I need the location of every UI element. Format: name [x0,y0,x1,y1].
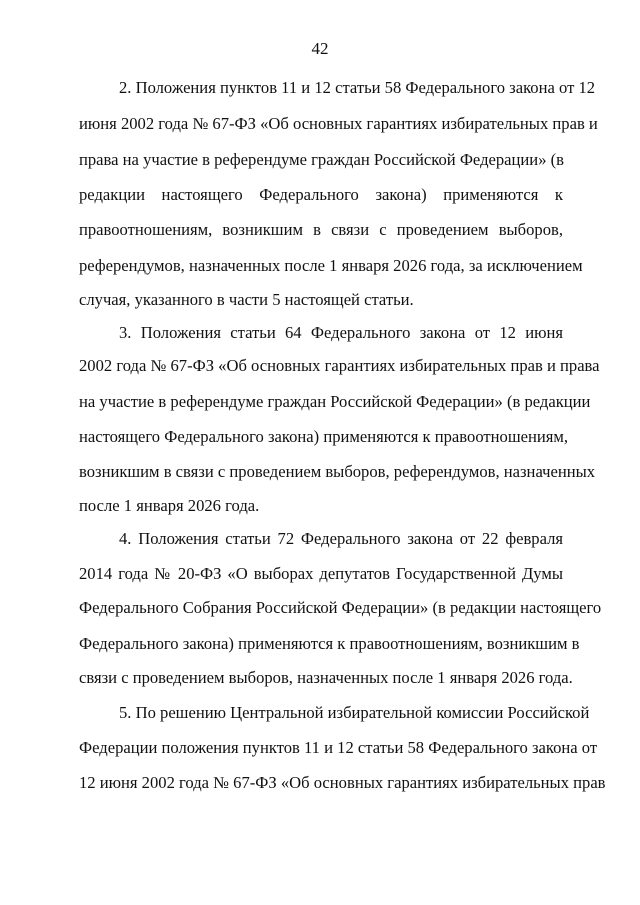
text-line: Федерального закона) применяются к правоотношениям, возникшим в [79,634,580,653]
text-line: редакции настоящего Федерального закона) применяются к [79,185,563,204]
text-line: 2002 года № 67-ФЗ «Об основных гарантиях избирательных прав и права [79,356,600,375]
text-line: случая, указанного в части 5 настоящей статьи. [79,290,414,309]
text-line: права на участие в референдуме граждан Российской Федерации» (в [79,150,564,169]
text-line: 2. Положения пунктов 11 и 12 статьи 58 Федерального закона от 12 [119,78,596,97]
text-line: 5. По решению Центральной избирательной комиссии Российской [119,703,590,722]
text-line: 2014 года № 20-ФЗ «О выборах депутатов Государственной Думы [79,564,563,583]
text-line: связи с проведением выборов, назначенных после 1 января 2026 года. [79,668,573,687]
text-line: июня 2002 года № 67-ФЗ «Об основных гарантиях избирательных прав и [79,114,598,133]
text-line: 4. Положения статьи 72 Федерального закона от 22 февраля [119,529,563,548]
text-line: 3. Положения статьи 64 Федерального закона от 12 июня [119,323,563,342]
text-line: 12 июня 2002 года № 67-ФЗ «Об основных гарантиях избирательных прав [79,773,606,792]
text-line: референдумов, назначенных после 1 января 2026 года, за исключением [79,256,583,275]
text-line: возникшим в связи с проведением выборов, референдумов, назначенных [79,462,596,481]
text-line: после 1 января 2026 года. [79,496,260,515]
page-number: 42 [311,39,329,58]
text-line: Федерации положения пунктов 11 и 12 статьи 58 Федерального закона от [79,738,598,757]
text-line: Федерального Собрания Российской Федерации» (в редакции настоящего [79,598,602,617]
text-line: правоотношениям, возникшим в связи с проведением выборов, [79,220,563,239]
text-line: на участие в референдуме граждан Российской Федерации» (в редакции [79,392,591,411]
text-line: настоящего Федерального закона) применяются к правоотношениям, [79,427,569,446]
